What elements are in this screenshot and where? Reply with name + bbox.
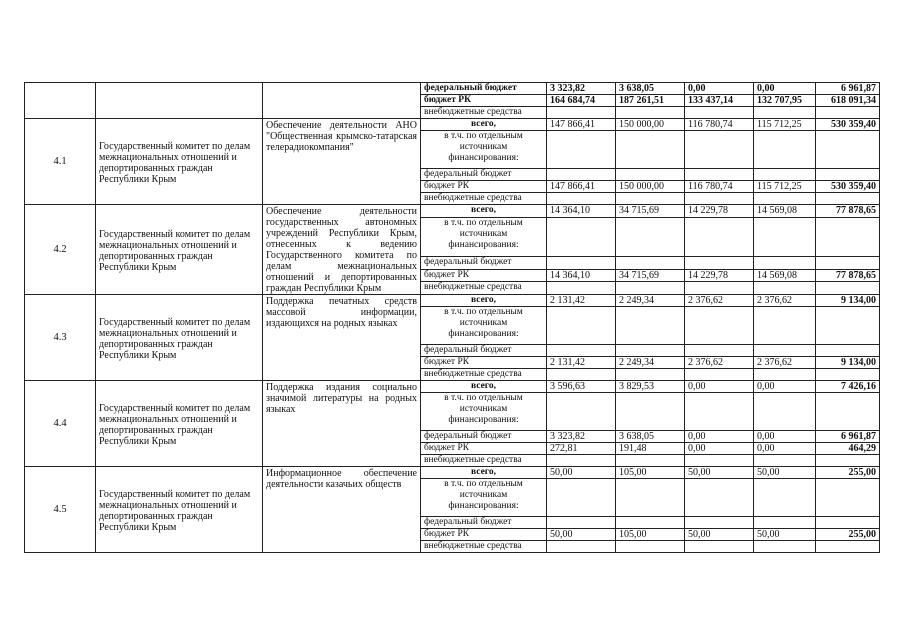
year-value-cell [754, 107, 816, 119]
measure-description: Обеспечение деятельности АНО "Общественная крымско-татарская телерадиокомпания" [263, 119, 421, 205]
year-value-cell: 0,00 [754, 431, 816, 443]
year-value-cell [547, 169, 616, 181]
section-number: 4.1 [25, 119, 96, 205]
total-value-cell [816, 345, 880, 357]
source-label: в т.ч. по отдельным источникам финансирования: [421, 393, 547, 431]
year-value-cell: 2 131,42 [547, 357, 616, 369]
year-value-cell [754, 257, 816, 270]
year-value-cell [685, 345, 754, 357]
total-value-cell: 618 091,34 [816, 95, 880, 107]
year-value-cell: 50,00 [547, 467, 616, 479]
measure-description: Поддержка печатных средств массовой информации, издающихся на родных языках [263, 295, 421, 381]
year-value-cell [616, 455, 685, 467]
year-value-cell [685, 257, 754, 270]
table-row [25, 205, 880, 218]
year-value-cell: 2 249,34 [616, 357, 685, 369]
year-value-cell [754, 345, 816, 357]
year-value-cell: 116 780,74 [685, 181, 754, 193]
source-label: всего, [421, 205, 547, 218]
year-value-cell: 14 569,08 [754, 269, 816, 282]
source-label: внебюджетные средства [421, 369, 547, 381]
year-value-cell [685, 131, 754, 169]
year-value-cell: 3 323,82 [547, 431, 616, 443]
total-value-cell: 7 426,16 [816, 381, 880, 393]
year-value-cell: 0,00 [685, 443, 754, 455]
year-value-cell [754, 393, 816, 431]
year-value-cell: 147 866,41 [547, 119, 616, 131]
year-value-cell [547, 107, 616, 119]
section-number: 4.2 [25, 205, 96, 295]
year-value-cell [685, 169, 754, 181]
year-value-cell: 2 376,62 [754, 295, 816, 307]
table-row [25, 83, 880, 95]
year-value-cell: 150 000,00 [616, 119, 685, 131]
year-value-cell [754, 217, 816, 257]
year-value-cell [616, 107, 685, 119]
year-value-cell [754, 479, 816, 517]
year-value-cell [616, 393, 685, 431]
year-value-cell [547, 541, 616, 553]
year-value-cell [754, 541, 816, 553]
year-value-cell: 50,00 [685, 529, 754, 541]
source-label: федеральный бюджет [421, 431, 547, 443]
year-value-cell [547, 193, 616, 205]
year-value-cell: 147 866,41 [547, 181, 616, 193]
responsible-org: Государственный комитет по делам межнациональных отношений и депортированных граждан Республики Крым [96, 467, 263, 553]
total-value-cell [816, 455, 880, 467]
table-row [25, 295, 880, 307]
total-value-cell [816, 282, 880, 295]
year-value-cell: 14 364,10 [547, 205, 616, 218]
total-value-cell [816, 479, 880, 517]
year-value-cell [616, 131, 685, 169]
year-value-cell [616, 257, 685, 270]
year-value-cell: 3 596,63 [547, 381, 616, 393]
table-row [25, 467, 880, 479]
year-value-cell [754, 169, 816, 181]
total-value-cell [816, 217, 880, 257]
year-value-cell [547, 307, 616, 345]
source-label: федеральный бюджет [421, 257, 547, 270]
total-value-cell [816, 307, 880, 345]
source-label: внебюджетные средства [421, 541, 547, 553]
year-value-cell: 164 684,74 [547, 95, 616, 107]
year-value-cell: 2 249,34 [616, 295, 685, 307]
year-value-cell [754, 369, 816, 381]
budget-table [24, 82, 880, 553]
year-value-cell: 3 638,05 [616, 83, 685, 95]
section-number: 4.4 [25, 381, 96, 467]
total-value-cell [816, 193, 880, 205]
year-value-cell: 0,00 [754, 443, 816, 455]
total-value-cell: 77 878,65 [816, 205, 880, 218]
source-label: федеральный бюджет [421, 169, 547, 181]
year-value-cell [685, 369, 754, 381]
total-value-cell [816, 541, 880, 553]
year-value-cell: 133 437,14 [685, 95, 754, 107]
year-value-cell: 191,48 [616, 443, 685, 455]
source-label: федеральный бюджет [421, 345, 547, 357]
year-value-cell [685, 217, 754, 257]
year-value-cell [685, 455, 754, 467]
total-value-cell: 9 134,00 [816, 295, 880, 307]
measure-description: Обеспечение деятельности государственных автономных учреждений Республики Крым, отнесенных к ведению Государственного комитета по делам межнациональных отношений и депортированных граждан Республики Крым [263, 205, 421, 295]
source-label: всего, [421, 467, 547, 479]
year-value-cell [547, 345, 616, 357]
year-value-cell [616, 307, 685, 345]
year-value-cell [754, 282, 816, 295]
cont-number-cell [25, 83, 96, 119]
year-value-cell: 3 829,53 [616, 381, 685, 393]
responsible-org: Государственный комитет по делам межнациональных отношений и депортированных граждан Республики Крым [96, 295, 263, 381]
year-value-cell [616, 517, 685, 529]
total-value-cell: 255,00 [816, 467, 880, 479]
year-value-cell: 14 229,78 [685, 269, 754, 282]
total-value-cell [816, 131, 880, 169]
source-label: бюджет РК [421, 181, 547, 193]
year-value-cell [547, 369, 616, 381]
source-label: в т.ч. по отдельным источникам финансирования: [421, 131, 547, 169]
source-label: федеральный бюджет [421, 83, 547, 95]
source-label: внебюджетные средства [421, 193, 547, 205]
scan-artifact [0, 65, 23, 98]
year-value-cell [754, 193, 816, 205]
year-value-cell: 105,00 [616, 467, 685, 479]
year-value-cell [616, 369, 685, 381]
year-value-cell [754, 455, 816, 467]
year-value-cell: 50,00 [547, 529, 616, 541]
source-label: всего, [421, 295, 547, 307]
total-value-cell: 9 134,00 [816, 357, 880, 369]
year-value-cell [685, 393, 754, 431]
year-value-cell: 0,00 [754, 83, 816, 95]
table-row [25, 119, 880, 131]
total-value-cell [816, 517, 880, 529]
section-number: 4.5 [25, 467, 96, 553]
total-value-cell: 464,29 [816, 443, 880, 455]
year-value-cell [616, 193, 685, 205]
total-value-cell: 6 961,87 [816, 83, 880, 95]
source-label: внебюджетные средства [421, 455, 547, 467]
year-value-cell [754, 307, 816, 345]
year-value-cell: 116 780,74 [685, 119, 754, 131]
year-value-cell: 2 376,62 [685, 295, 754, 307]
year-value-cell: 2 131,42 [547, 295, 616, 307]
total-value-cell: 77 878,65 [816, 269, 880, 282]
total-value-cell: 255,00 [816, 529, 880, 541]
year-value-cell: 132 707,95 [754, 95, 816, 107]
total-value-cell [816, 169, 880, 181]
year-value-cell [685, 479, 754, 517]
year-value-cell [754, 131, 816, 169]
year-value-cell: 14 364,10 [547, 269, 616, 282]
year-value-cell: 3 638,05 [616, 431, 685, 443]
source-label: федеральный бюджет [421, 517, 547, 529]
year-value-cell: 272,81 [547, 443, 616, 455]
year-value-cell: 115 712,25 [754, 119, 816, 131]
source-label: бюджет РК [421, 95, 547, 107]
year-value-cell: 0,00 [685, 431, 754, 443]
section-number: 4.3 [25, 295, 96, 381]
total-value-cell [816, 257, 880, 270]
total-value-cell: 6 961,87 [816, 431, 880, 443]
total-value-cell [816, 393, 880, 431]
year-value-cell [685, 107, 754, 119]
year-value-cell: 14 569,08 [754, 205, 816, 218]
year-value-cell [547, 455, 616, 467]
source-label: в т.ч. по отдельным источникам финансирования: [421, 479, 547, 517]
year-value-cell: 2 376,62 [685, 357, 754, 369]
total-value-cell: 530 359,40 [816, 181, 880, 193]
year-value-cell [685, 193, 754, 205]
source-label: всего, [421, 119, 547, 131]
year-value-cell [547, 479, 616, 517]
year-value-cell [685, 517, 754, 529]
source-label: внебюджетные средства [421, 107, 547, 119]
year-value-cell [547, 393, 616, 431]
total-value-cell [816, 107, 880, 119]
year-value-cell [616, 169, 685, 181]
source-label: в т.ч. по отдельным источникам финансирования: [421, 307, 547, 345]
cont-desc-cell [263, 83, 421, 119]
source-label: бюджет РК [421, 443, 547, 455]
year-value-cell: 3 323,82 [547, 83, 616, 95]
year-value-cell [616, 282, 685, 295]
table-row [25, 381, 880, 393]
year-value-cell: 50,00 [754, 467, 816, 479]
source-label: внебюджетные средства [421, 282, 547, 295]
measure-description: Информационное обеспечение деятельности казачьих обществ [263, 467, 421, 553]
source-label: в т.ч. по отдельным источникам финансирования: [421, 217, 547, 257]
cont-org-cell [96, 83, 263, 119]
year-value-cell: 14 229,78 [685, 205, 754, 218]
year-value-cell: 50,00 [685, 467, 754, 479]
year-value-cell: 0,00 [685, 83, 754, 95]
year-value-cell: 2 376,62 [754, 357, 816, 369]
year-value-cell: 187 261,51 [616, 95, 685, 107]
source-label: бюджет РК [421, 357, 547, 369]
measure-description: Поддержка издания социально значимой литературы на родных языках [263, 381, 421, 467]
year-value-cell [547, 257, 616, 270]
year-value-cell [685, 307, 754, 345]
year-value-cell [616, 217, 685, 257]
source-label: всего, [421, 381, 547, 393]
year-value-cell [547, 517, 616, 529]
source-label: бюджет РК [421, 269, 547, 282]
year-value-cell: 150 000,00 [616, 181, 685, 193]
year-value-cell [547, 217, 616, 257]
year-value-cell: 34 715,69 [616, 205, 685, 218]
year-value-cell: 50,00 [754, 529, 816, 541]
year-value-cell [547, 131, 616, 169]
year-value-cell: 105,00 [616, 529, 685, 541]
year-value-cell: 34 715,69 [616, 269, 685, 282]
total-value-cell [816, 369, 880, 381]
source-label: бюджет РК [421, 529, 547, 541]
total-value-cell: 530 359,40 [816, 119, 880, 131]
responsible-org: Государственный комитет по делам межнациональных отношений и депортированных граждан Республики Крым [96, 205, 263, 295]
year-value-cell: 115 712,25 [754, 181, 816, 193]
year-value-cell [616, 541, 685, 553]
year-value-cell: 0,00 [754, 381, 816, 393]
year-value-cell [616, 345, 685, 357]
responsible-org: Государственный комитет по делам межнациональных отношений и депортированных граждан Республики Крым [96, 119, 263, 205]
year-value-cell [685, 541, 754, 553]
year-value-cell [685, 282, 754, 295]
year-value-cell [754, 517, 816, 529]
responsible-org: Государственный комитет по делам межнациональных отношений и депортированных граждан Республики Крым [96, 381, 263, 467]
year-value-cell [547, 282, 616, 295]
year-value-cell [616, 479, 685, 517]
year-value-cell: 0,00 [685, 381, 754, 393]
